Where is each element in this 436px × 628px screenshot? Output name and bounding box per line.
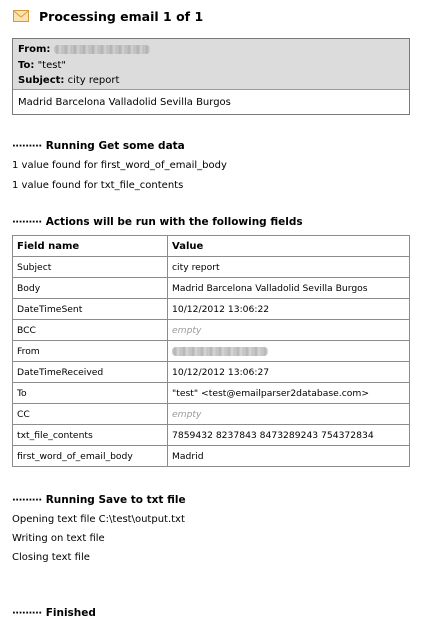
field-name: first_word_of_email_body	[13, 446, 168, 467]
table-row	[13, 278, 410, 299]
from-line	[18, 42, 404, 58]
to-line	[18, 58, 404, 74]
email-summary-box	[12, 38, 410, 115]
field-name: CC	[13, 404, 168, 425]
section-dots: ·········	[12, 608, 42, 619]
table-row	[13, 425, 410, 446]
table-row	[13, 383, 410, 404]
field-name: From	[13, 341, 168, 362]
table-row	[13, 320, 410, 341]
field-name: Subject	[13, 257, 168, 278]
section-title: Running Get some data	[45, 140, 185, 152]
field-value: Madrid Barcelona Valladolid Sevilla Burgos	[168, 278, 410, 299]
section-finished	[12, 607, 96, 619]
section-title: Finished	[45, 607, 96, 619]
field-value: 10/12/2012 13:06:22	[168, 299, 410, 320]
field-value: "test" <test@emailparser2database.com>	[168, 383, 410, 404]
field-value-empty: empty	[168, 320, 410, 341]
section-dots: ·········	[12, 495, 42, 506]
subject-value: city report	[67, 75, 120, 86]
from-redacted	[172, 347, 268, 356]
log-line: 1 value found for first_word_of_email_body	[12, 160, 227, 171]
log-line: Opening text file C:\test\output.txt	[12, 514, 185, 525]
log-line: 1 value found for txt_file_contents	[12, 180, 184, 191]
title-row	[13, 6, 203, 26]
page-title: Processing email 1 of 1	[39, 8, 204, 24]
to-label: To:	[18, 59, 35, 71]
email-header	[13, 39, 409, 90]
field-value: city report	[168, 257, 410, 278]
field-name: BCC	[13, 320, 168, 341]
column-header-field: Field name	[13, 236, 168, 257]
fields-table	[12, 235, 410, 467]
field-name: To	[13, 383, 168, 404]
section-actions	[12, 216, 303, 228]
section-dots: ·········	[12, 141, 42, 152]
subject-line	[18, 73, 404, 89]
field-value-empty: empty	[168, 404, 410, 425]
table-header-row	[13, 236, 410, 257]
field-value: 7859432 8237843 8473289243 754372834	[168, 425, 410, 446]
log-line: Closing text file	[12, 552, 90, 563]
field-value: Madrid	[168, 446, 410, 467]
field-value	[168, 341, 410, 362]
from-label: From:	[18, 44, 51, 55]
table-row	[13, 299, 410, 320]
email-body: Madrid Barcelona Valladolid Sevilla Burgos	[18, 97, 231, 108]
section-get-data	[12, 140, 185, 152]
table-row	[13, 362, 410, 383]
field-name: Body	[13, 278, 168, 299]
field-value: 10/12/2012 13:06:27	[168, 362, 410, 383]
to-value: "test"	[37, 59, 66, 71]
field-name: DateTimeReceived	[13, 362, 168, 383]
section-title: Running Save to txt file	[45, 494, 186, 506]
from-redacted	[54, 45, 150, 54]
table-row	[13, 341, 410, 362]
section-dots: ·········	[12, 217, 42, 228]
table-row	[13, 404, 410, 425]
table-row	[13, 257, 410, 278]
column-header-value: Value	[168, 236, 410, 257]
section-title: Actions will be run with the following fields	[45, 216, 303, 228]
log-line: Writing on text file	[12, 533, 105, 544]
section-save-txt	[12, 494, 186, 506]
subject-label: Subject:	[18, 75, 65, 86]
table-row	[13, 446, 410, 467]
field-name: txt_file_contents	[13, 425, 168, 446]
envelope-icon	[13, 10, 29, 22]
field-name: DateTimeSent	[13, 299, 168, 320]
